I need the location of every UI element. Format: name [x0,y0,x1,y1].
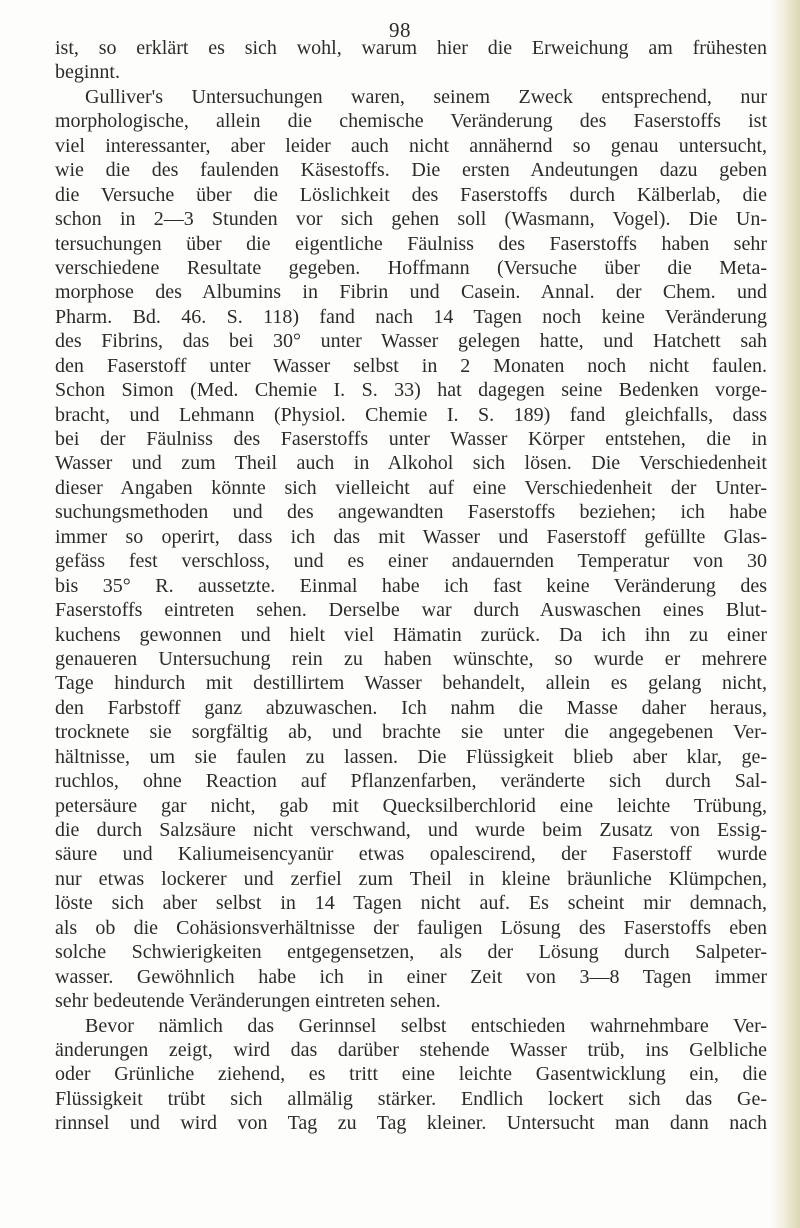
text-line: genaueren Untersuchung rein zu haben wünschte, so wurde er mehrere [55,647,767,670]
text-line: petersäure gar nicht, gab mit Quecksilberchlorid eine leichte Trübung, [55,794,767,817]
text-line: löste sich aber selbst in 14 Tagen nicht auf. Es scheint mir demnach, [55,892,767,915]
text-line: beginnt. [55,61,120,84]
text-line: Tage hindurch mit destillirtem Wasser behandelt, allein es gelang nicht, [55,672,767,695]
text-line: wasser. Gewöhnlich habe ich in einer Zeit von 3—8 Tagen immer [55,965,767,988]
text-line: suchungsmethoden und des angewandten Faserstoffs beziehen; ich habe [55,501,767,524]
text-line: Faserstoffs eintreten sehen. Derselbe war durch Auswaschen eines Blut- [55,599,767,622]
text-line: morphologische, allein die chemische Veränderung des Faserstoffs ist [55,110,767,133]
text-line: Pharm. Bd. 46. S. 118) fand nach 14 Tagen noch keine Veränderung [55,305,767,328]
text-line: bei der Fäulniss des Faserstoffs unter Wasser Körper entstehen, die in [55,428,767,450]
text-line: tersuchungen über die eigentliche Fäulniss des Faserstoffs haben sehr [55,232,767,255]
text-line: Flüssigkeit trübt sich allmälig stärker. Endlich lockert sich das Ge- [55,1087,767,1110]
text-line: Schon Simon (Med. Chemie I. S. 33) hat dagegen seine Bedenken vorge- [55,379,767,402]
text-line: schon in 2—3 Stunden vor sich gehen soll (Wasmann, Vogel). Die Un- [55,208,767,231]
text-line: Gulliver's Untersuchungen waren, seinem Zweck entsprechend, nur [85,85,767,108]
text-line: ruchlos, ohne Reaction auf Pflanzenfarben, veränderte sich durch Sal- [55,770,767,793]
text-line: Bevor nämlich das Gerinnsel selbst entschieden wahrnehmbare Ver- [85,1014,767,1037]
text-line: des Fibrins, das bei 30° unter Wasser gelegen hatte, und Hatchett sah [55,330,767,353]
text-line: bis 35° R. aussetzte. Einmal habe ich fast keine Veränderung des [55,574,767,597]
text-line: Wasser und zum Theil auch in Alkohol sich lösen. Die Verschiedenheit [55,452,767,475]
text-line: gefäss fest verschloss, und es einer andauernden Temperatur von 30 [55,550,767,573]
body-text [55,36,767,1136]
text-line: die durch Salzsäure nicht verschwand, und wurde beim Zusatz von Essig- [55,819,767,841]
text-line: als ob die Cohäsionsverhältnisse der fauligen Lösung des Faserstoffs eben [55,916,767,939]
text-line: rinnsel und wird von Tag zu Tag kleiner. Untersucht man dann nach [55,1112,767,1135]
text-line: trocknete sie sorgfältig ab, und brachte sie unter die angegebenen Ver- [55,721,767,744]
text-line: säure und Kaliumeisencyanür etwas opalescirend, der Faserstoff wurde [55,843,767,866]
text-line: sehr bedeutende Veränderungen eintreten sehen. [55,990,441,1013]
text-line: immer so operirt, dass ich das mit Wasser und Faserstoff gefüllte Glas- [55,525,767,548]
text-line: viel interessanter, aber leider auch nicht annähernd so genau untersucht, [55,134,767,157]
page-edge-shadow [770,0,800,1228]
text-line: änderungen zeigt, wird das darüber stehende Wasser trüb, ins Gelbliche [55,1038,767,1061]
text-line: solche Schwierigkeiten entgegensetzen, als der Lösung durch Salpeter- [55,941,767,964]
text-line: verschiedene Resultate gegeben. Hoffmann (Versuche über die Meta- [55,256,767,279]
text-line: nur etwas lockerer und zerfiel zum Theil in kleine bräunliche Klümpchen, [55,867,767,890]
text-line: den Farbstoff ganz abzuwaschen. Ich nahm die Masse daher heraus, [55,696,767,719]
text-line: die Versuche über die Löslichkeit des Faserstoffs durch Kälberlab, die [55,183,767,206]
text-line: ist, so erklärt es sich wohl, warum hier die Erweichung am frühesten [55,37,767,59]
text-line: wie die des faulenden Käsestoffs. Die ersten Andeutungen dazu geben [55,159,767,182]
page-number: 98 [389,18,411,42]
text-line: dieser Angaben könnte sich vielleicht auf eine Verschiedenheit der Unter- [55,476,767,499]
text-line: kuchens gewonnen und hielt viel Hämatin zurück. Da ich ihn zu einer [55,623,767,646]
text-line: bracht, und Lehmann (Physiol. Chemie I. S. 189) fand gleichfalls, dass [55,403,767,426]
text-line: oder Grünliche ziehend, es tritt eine leichte Gasentwicklung ein, die [55,1063,767,1086]
text-line: den Faserstoff unter Wasser selbst in 2 Monaten noch nicht faulen. [55,354,767,377]
text-line: morphose des Albumins in Fibrin und Casein. Annal. der Chem. und [55,281,767,304]
text-line: hältnisse, um sie faulen zu lassen. Die Flüssigkeit blieb aber klar, ge- [55,745,767,768]
